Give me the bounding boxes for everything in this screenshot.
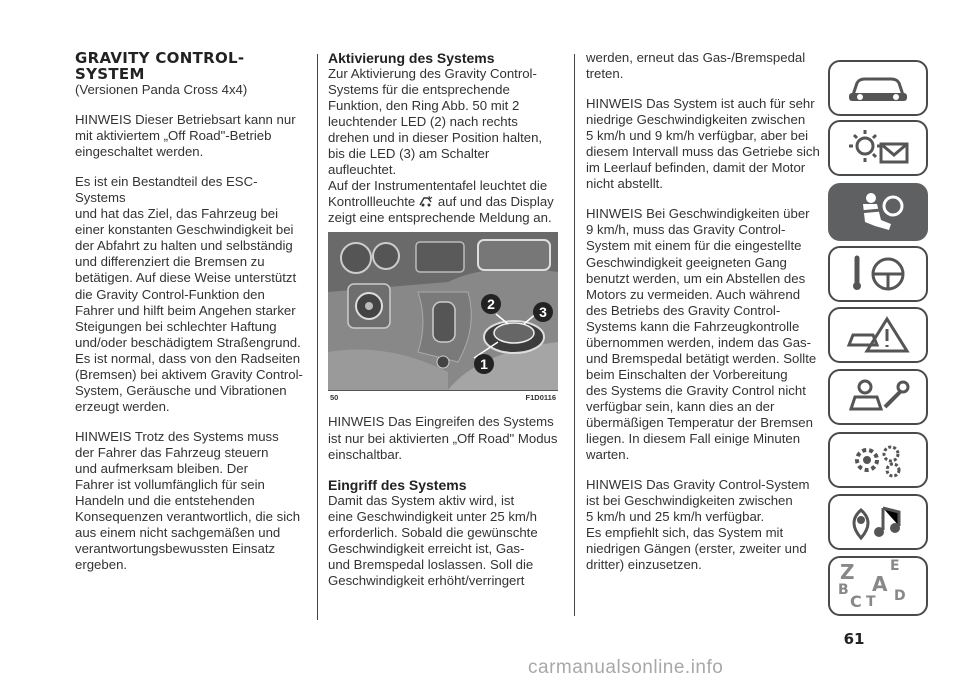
sidebar-tab-safety[interactable] [828, 183, 928, 241]
paragraph-esc-description: Es ist ein Bestandteil des ESC-Systems und hat das Ziel, das Fahrzeug bei einer konstanten Geschwindigkeit bei der Abfahrt zu halten und selbständig und differenziert die Bremsen zu betätigen. Auf diese Weise unterstützt die Gravity Control-Funktion den Fahrer und hilft beim Angehen starker Steigungen bei schlechter Haftung und/oder beschädigtem Straßengrund. Es ist normal, dass von den Radseiten (Bremsen) bei aktivem Gravity Control- System, Geräusche und Vibrationen erzeugt werden. [75, 174, 303, 414]
alphabet-index-icon [836, 560, 920, 612]
index-letter: C [850, 592, 862, 611]
media-navigation-icon [843, 502, 913, 542]
paragraph-activation [328, 66, 558, 226]
dashboard-figure [328, 232, 558, 390]
sidebar-tab-lights[interactable] [828, 120, 928, 176]
paragraph-hinweis-range: HINWEIS Das Gravity Control-System ist bei Geschwindigkeiten zwischen 5 km/h und 25 km/h verfügbar. [586, 477, 810, 525]
paragraph-hinweis-1: HINWEIS Dieser Betriebsart kann nur mit aktiviertem „Off Road"-Betrieb eingeschaltet werden. [75, 112, 296, 160]
paragraph-hinweis-2: HINWEIS Trotz des Systems muss der Fahrer das Fahrzeug steuern und aufmerksam bleiben. Der Fahrer ist vollumfänglich für sein Handeln und die entstehenden Konsequenzen verantwortlich, die sich aus einem nicht sachgemäßen und verantwortungsbewussten Einsatz ergeben. [75, 428, 301, 573]
dashboard-illustration [328, 232, 558, 390]
sidebar-tab-car[interactable] [828, 60, 928, 116]
heading-activation: Aktivierung des Systems [328, 50, 495, 66]
section-subtitle: (Versionen Panda Cross 4x4) [75, 82, 248, 97]
index-letter: D [894, 588, 906, 604]
sidebar-tab-maintenance[interactable] [828, 369, 928, 425]
car-icon [843, 69, 913, 107]
sidebar-tab-technical-data[interactable] [828, 432, 928, 488]
figure-number: 50 [330, 393, 339, 403]
callout-3: 3 [533, 302, 553, 322]
figure-code: F1D0116 [525, 393, 556, 403]
gravity-control-warning-icon [418, 195, 434, 207]
paragraph-hinweis-high-speed: HINWEIS Bei Geschwindigkeiten über 9 km/h, muss das Gravity Control- System mit einem für die eingestellte Geschwindigkeit geeigneten Gang benutzt werden, um ein Abstellen des Motors zu vermeiden. Auch während des Betriebs des Gravity Control- Systems kann die Fahrzeugkontrolle übernommen werden, indem das Gas- und Bremspedal betätigt werden. Sollte beim Einschalten der Vorbereitung des Systems die Gravity Control nicht verfügbar sein, kann dies an der übermäßigen Temperatur der Bremsen liegen. In diesem Fall einige Minuten warten. [586, 206, 817, 463]
paragraph-intervention: Damit das System aktiv wird, ist eine Geschwindigkeit unter 25 km/h erforderlich. Sobald die gewünschte Geschwindigkeit erreicht ist, Gas- und Bremspedal loslassen. Soll die Geschwindigkeit erhöht/verringert [328, 492, 538, 588]
wrench-car-icon [843, 377, 913, 417]
watermark: carmanualsonline.info [528, 657, 724, 678]
key-steering-icon [843, 254, 913, 294]
sidebar-tab-index[interactable] [828, 556, 928, 616]
paragraph-activation-text: Zur Aktivierung des Gravity Control- Systems für die entsprechende Funktion, den Ring Abb. 50 mit 2 leuchtender LED (2) nach rechts drehen und in dieser Position halten, bis die LED (3) am Schalter aufleuchtet. Auf der Instrumententafel leuchtet die Kontrollleuchte [328, 66, 548, 210]
column-3 [586, 50, 821, 587]
figure-caption [328, 390, 558, 402]
page-number: 61 [843, 630, 865, 648]
seat-airbag-icon [843, 190, 913, 234]
gears-icon [843, 440, 913, 480]
sidebar-tab-emergency[interactable] [828, 307, 928, 363]
column-divider [317, 54, 318, 620]
index-letter: Z [840, 560, 855, 584]
column-divider [574, 54, 575, 616]
paragraph-hinweis-offroad: HINWEIS Das Eingreifen des Systems ist nur bei aktivierten „Off Road" Modus einschaltbar. [328, 414, 558, 462]
column-1 [75, 50, 307, 587]
index-letter: A [872, 572, 888, 596]
callout-1: 1 [474, 354, 494, 374]
sidebar-tab-multimedia[interactable] [828, 494, 928, 550]
column-2 [328, 50, 558, 603]
lights-message-icon [843, 128, 913, 168]
warning-car-icon [843, 315, 913, 355]
index-letter: T [866, 594, 876, 610]
heading-intervention: Eingriff des Systems [328, 476, 467, 493]
paragraph-activation-text-2: auf und das Display zeigt eine entsprechende Meldung an. [328, 194, 554, 226]
index-letter: E [890, 558, 900, 574]
index-letter: B [838, 582, 849, 598]
callout-2: 2 [481, 294, 501, 314]
section-title: GRAVITY CONTROL- SYSTEM [75, 49, 245, 83]
paragraph-continued: werden, erneut das Gas-/Bremspedal treten. [586, 50, 806, 82]
paragraph-hinweis-low-speed: HINWEIS Das System ist auch für sehr niedrige Geschwindigkeiten zwischen 5 km/h und 9 km/h verfügbar, aber bei diesem Intervall muss das Getriebe sich im Leerlauf befinden, damit der Motor nicht abstellt. [586, 96, 820, 192]
sidebar-tab-starting[interactable] [828, 246, 928, 302]
paragraph-recommendation: Es empfiehlt sich, das System mit niedrigen Gängen (erster, zweiter und dritter) einzusetzen. [586, 525, 807, 573]
